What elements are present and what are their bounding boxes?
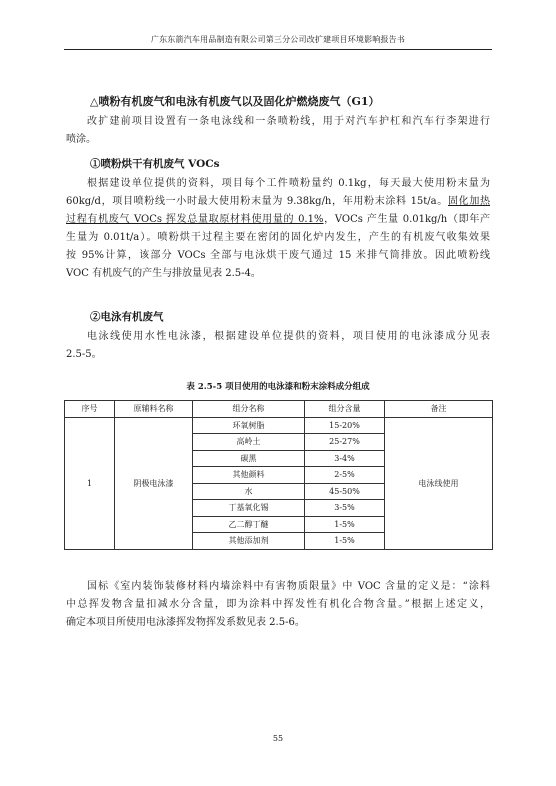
cell-component: 碳黑: [193, 450, 305, 467]
text-line: 电泳线使用水性电泳漆，根据建设单位提供的资料，项目使用的电泳漆成分见表: [87, 331, 490, 342]
text-line: 过程有机废气 VOCs 挥发总量取原材料使用量的 0.1%，VOCs 产生量 0.01kg/h（即年产: [66, 214, 490, 225]
cell-component: 丁基氧化锡: [193, 500, 305, 517]
section-title: △喷粉有机废气和电泳有机废气以及固化炉燃烧废气（G1）: [90, 95, 380, 108]
cell-component: 乙二醇丁醚: [193, 516, 305, 533]
page-header: 广东东箭汽车用品制造有限公司第三分公司改扩建项目环境影响报告书: [64, 34, 492, 50]
cell-component: 环氧树脂: [193, 417, 305, 434]
closing-paragraph: [66, 578, 490, 632]
text-line: 国标《室内装饰装修材料内墙涂料中有害物质限量》中 VOC 含量的定义是：“涂料: [87, 581, 490, 592]
text-line: 确定本项目所使用电泳漆挥发物挥发系数见表 2.5-6。: [66, 617, 305, 628]
cell-component: 水: [193, 483, 305, 500]
cell-content: 25-27%: [305, 434, 385, 451]
text-line: 按 95%计算，该部分 VOCs 全部与电泳烘干废气通过 15 米排气筒排放。因此喷粉线: [66, 250, 490, 261]
cell-material: 阴极电泳漆: [115, 417, 193, 549]
text-line: 60kg/d，项目喷粉线一小时最大使用粉末量为 9.38kg/h，年用粉末涂料 15t/a。固化加热: [66, 196, 490, 207]
vocs-paragraph: [66, 175, 490, 283]
cell-component: 其他添加剂: [193, 533, 305, 550]
header-note: 备注: [385, 401, 493, 418]
section-intro: [66, 113, 490, 149]
header-content: 组分含量: [305, 401, 385, 418]
cell-content: 15-20%: [305, 417, 385, 434]
composition-table: [64, 400, 493, 550]
header-index: 序号: [65, 401, 115, 418]
cell-content: 45-50%: [305, 483, 385, 500]
subsection-title-vocs: ①喷粉烘干有机废气 VOCs: [90, 158, 220, 170]
text-line: 改扩建前项目设置有一条电泳线和一条喷粉线，用于对汽车护杠和汽车行李架进行: [87, 116, 490, 127]
text-line: 生量为 0.01t/a）。喷粉烘干过程主要在密闭的固化炉内发生，产生的有机废气收集效果: [66, 232, 490, 243]
table-header-row: [65, 401, 493, 418]
cell-content: 3-5%: [305, 500, 385, 517]
cell-content: 1-5%: [305, 516, 385, 533]
text-line: VOC 有机废气的产生与排放量见表 2.5-4。: [66, 268, 261, 279]
text-line: 2.5-5。: [66, 349, 102, 360]
electrophoresis-paragraph: [66, 328, 490, 364]
cell-component: 高岭土: [193, 434, 305, 451]
table-caption: 表 2.5-5 项目使用的电泳漆和粉末涂料成分组成: [186, 382, 370, 392]
cell-content: 3-4%: [305, 450, 385, 467]
cell-index: 1: [65, 417, 115, 549]
page-number: 55: [272, 734, 284, 743]
underlined-text: 过程有机废气 VOCs 挥发总量取原材料使用量的 0.1%: [66, 214, 324, 225]
cell-note: 电泳线使用: [385, 417, 493, 549]
cell-component: 其他颜料: [193, 467, 305, 484]
subsection-title-electrophoresis: ②电泳有机废气: [90, 311, 164, 323]
text-line: 中总挥发物含量扣减水分含量，即为涂料中挥发性有机化合物含量。”根据上述定义，: [66, 599, 490, 610]
underlined-text: 固化加热: [447, 196, 490, 207]
header-material: 原辅料名称: [115, 401, 193, 418]
cell-content: 1-5%: [305, 533, 385, 550]
text-line: 喷涂。: [66, 134, 96, 145]
cell-content: 2-5%: [305, 467, 385, 484]
text-line: 根据建设单位提供的资料，项目每个工件喷粉量约 0.1kg，每天最大使用粉末量为: [87, 178, 490, 189]
header-component: 组分名称: [193, 401, 305, 418]
table-row: [65, 417, 493, 434]
